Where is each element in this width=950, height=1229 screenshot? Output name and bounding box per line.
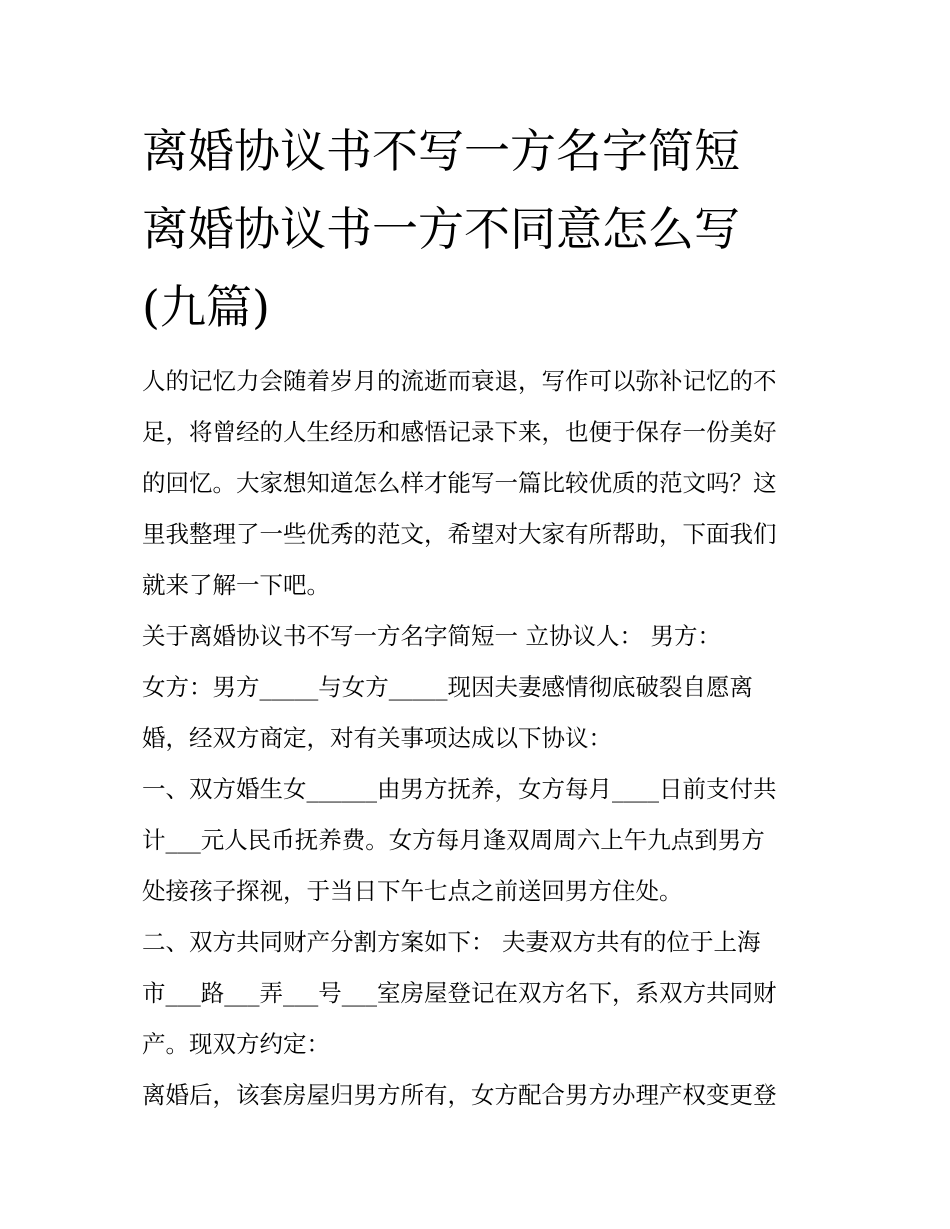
title-line-3: (九篇) <box>142 280 270 334</box>
body-line: 人的记忆力会随着岁月的流逝而衰退，写作可以弥补记忆的不 <box>142 367 777 395</box>
body-line: 关于离婚协议书不写一方名字简短一 立协议人： 男方： <box>142 622 721 650</box>
body-line: 市___路___弄___号___室房屋登记在双方名下，系双方共同财 <box>142 979 777 1007</box>
body-line: 里我整理了一些优秀的范文，希望对大家有所帮助，下面我们 <box>142 520 777 548</box>
body-line: 产。现双方约定： <box>142 1030 330 1058</box>
body-line: 女方：男方_____与女方_____现因夫妻感情彻底破裂自愿离 <box>142 673 753 701</box>
body-line: 婚，经双方商定，对有关事项达成以下协议： <box>142 724 612 752</box>
document-title <box>142 112 822 346</box>
document-page <box>142 112 822 1121</box>
body-line: 足，将曾经的人生经历和感悟记录下来，也便于保存一份美好 <box>142 418 777 446</box>
document-body <box>142 356 822 1121</box>
body-line: 一、双方婚生女______由男方抚养，女方每月____日前支付共 <box>142 775 777 803</box>
title-line-2: 离婚协议书一方不同意怎么写 <box>142 202 740 256</box>
body-line: 二、双方共同财产分割方案如下： 夫妻双方共有的位于上海 <box>142 928 761 956</box>
body-line: 的回忆。大家想知道怎么样才能写一篇比较优质的范文吗？这 <box>142 469 777 497</box>
title-line-1: 离婚协议书不写一方名字简短 <box>142 124 740 178</box>
body-line: 计___元人民币抚养费。女方每月逢双周周六上午九点到男方 <box>142 826 765 854</box>
body-line: 处接孩子探视，于当日下午七点之前送回男方住处。 <box>142 877 683 905</box>
body-line: 就来了解一下吧。 <box>142 571 330 599</box>
body-line: 离婚后，该套房屋归男方所有，女方配合男方办理产权变更登 <box>142 1081 777 1109</box>
